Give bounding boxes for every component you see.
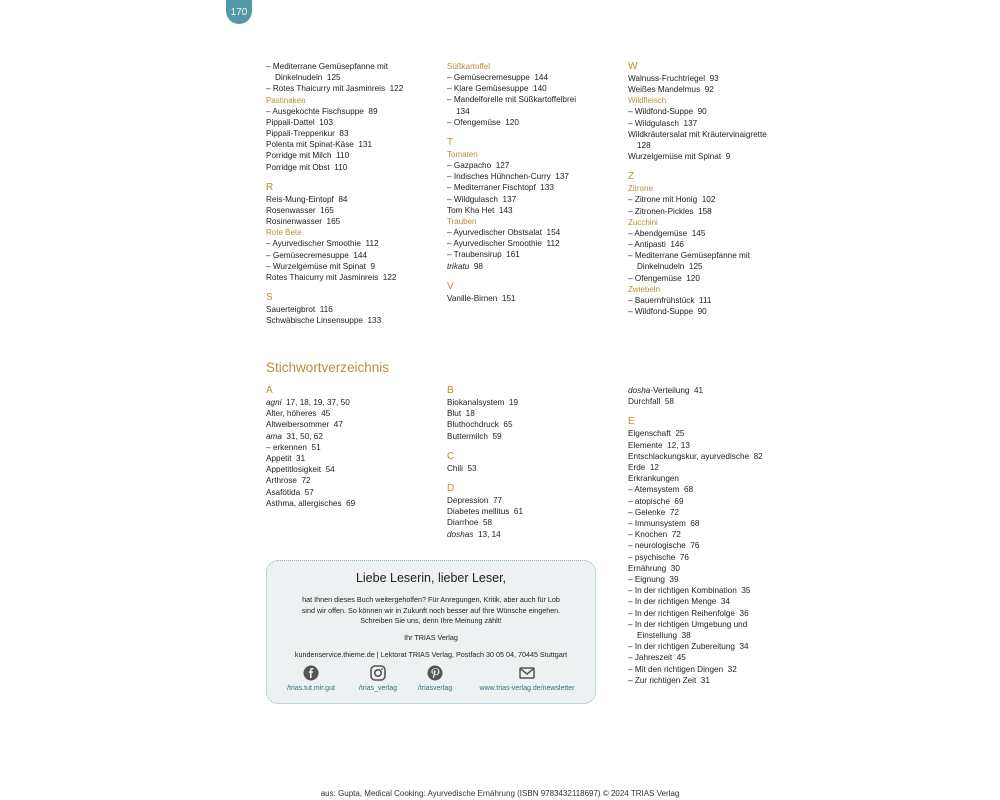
index-entry bbox=[447, 529, 625, 540]
instagram-link[interactable] bbox=[349, 665, 407, 692]
index-entry: Tom Kha Het 143 bbox=[447, 205, 513, 215]
index-entry: Appetit 31 bbox=[266, 454, 306, 464]
index-entry: Pippali-Dattel 103 bbox=[266, 117, 333, 127]
index-subentry: – Atemsystem 68 bbox=[628, 485, 694, 495]
index-entry bbox=[266, 431, 444, 442]
page-number-badge: 170 bbox=[226, 0, 252, 24]
index-subentry: – In der richtigen Menge 34 bbox=[628, 597, 730, 607]
index-entry: Chili 53 bbox=[447, 463, 477, 473]
index-term-italic: agni bbox=[266, 398, 282, 407]
index-subentry: – In der richtigen Kombination 35 bbox=[628, 586, 751, 596]
index-subentry: – Bauernfrühstück 111 bbox=[628, 295, 712, 305]
index-entry: Erde 12 bbox=[628, 463, 659, 473]
pinterest-label: /triasverlag bbox=[417, 685, 453, 692]
index-category: Süßkartoffel bbox=[447, 62, 490, 71]
social-links bbox=[267, 665, 595, 701]
reader-box-title: Liebe Leserin, lieber Leser, bbox=[355, 571, 507, 585]
index-entry: Porridge mit Milch 110 bbox=[266, 151, 350, 161]
index-subentry: – Abendgemüse 145 bbox=[628, 228, 706, 238]
stichwort-column-3 bbox=[628, 385, 806, 686]
index-entry-continuation: 134 bbox=[456, 106, 470, 116]
index-letter-heading: W bbox=[628, 61, 638, 72]
index-subentry: – Wurzelgemüse mit Spinat 9 bbox=[266, 261, 376, 271]
index-subentry: – Antipasti 146 bbox=[628, 240, 684, 250]
index-entry: Asafötida 57 bbox=[266, 487, 314, 497]
index-subentry: – erkennen 51 bbox=[266, 442, 321, 452]
facebook-label: /trias.tut.mir.gut bbox=[287, 685, 335, 692]
index-entry: Entschlackungskur, ayurvedische 82 bbox=[628, 451, 763, 461]
index-letter-heading: A bbox=[266, 385, 273, 396]
index-entry: Rosinenwasser 165 bbox=[266, 217, 341, 227]
index-entry: Wurzelgemüse mit Spinat 9 bbox=[628, 152, 731, 162]
pinterest-icon bbox=[427, 665, 443, 681]
index-entry: Eigenschaft 25 bbox=[628, 429, 685, 439]
index-letter-heading: Z bbox=[628, 171, 635, 183]
index-entry: Vanille-Birnen 151 bbox=[447, 293, 516, 303]
index-subentry: – Klare Gemüsesuppe 140 bbox=[447, 84, 547, 94]
index-entry: Diabetes mellitus 61 bbox=[447, 507, 523, 517]
index-category: Zwiebeln bbox=[628, 284, 661, 294]
index-letter-heading: T bbox=[447, 137, 454, 149]
index-entry: Appetitlosigkeit 54 bbox=[266, 465, 335, 475]
index-entry: Reis-Mung-Eintopf 84 bbox=[266, 194, 348, 204]
index-entry: Polenta mit Spinat-Käse 131 bbox=[266, 140, 373, 150]
index-category: Zucchini bbox=[628, 217, 658, 227]
index-pages: 17, 18, 19, 37, 50 bbox=[281, 398, 350, 407]
index-subentry: – Eignung 39 bbox=[628, 575, 679, 585]
index-column-3 bbox=[628, 61, 806, 317]
index-subentry: – Indisches Hühnchen-Curry 137 bbox=[447, 172, 569, 182]
index-entry: Biokanalsystem 19 bbox=[447, 398, 518, 407]
index-entry: Durchfall 58 bbox=[628, 397, 674, 407]
index-entry bbox=[628, 385, 806, 396]
index-subentry: – Gelenke 72 bbox=[628, 507, 679, 517]
index-category: Tomaten bbox=[447, 150, 478, 160]
index-subentry: – Gazpacho 127 bbox=[447, 161, 510, 171]
index-entry: Altweibersommer 47 bbox=[266, 420, 343, 430]
index-subentry: – Mit den richtigen Dingen 32 bbox=[628, 664, 737, 674]
index-entry: Depression 77 bbox=[447, 496, 503, 506]
index-entry: Rotes Thaicurry mit Jasminreis 122 bbox=[266, 273, 397, 283]
index-subentry: – Traubensirup 161 bbox=[447, 250, 520, 260]
mail-icon bbox=[519, 665, 535, 681]
index-entry: Wildkräutersalat mit Kräutervinaigrette bbox=[628, 129, 767, 139]
index-entry: Rosenwasser 165 bbox=[266, 206, 334, 216]
reader-box-line: Schreiben Sie uns, denn Ihre Meinung zählt! bbox=[360, 616, 502, 625]
index-category: Rote Bete bbox=[266, 228, 302, 238]
facebook-link[interactable] bbox=[279, 665, 343, 692]
facebook-icon bbox=[303, 665, 319, 681]
source-footer: aus: Gupta, Medical Cooking: Ayurvedische Ernährung (ISBN 9783432118697) © 2024 TRIAS Verlag bbox=[320, 789, 680, 798]
index-subentry: – Ofengemüse 120 bbox=[447, 117, 519, 127]
index-column-1 bbox=[266, 61, 444, 327]
index-subentry: – Gemüsecremesuppe 144 bbox=[266, 250, 368, 260]
index-subentry: – Wildfond-Suppe 90 bbox=[628, 107, 707, 117]
index-subentry: – Wildfond-Suppe 90 bbox=[628, 307, 707, 317]
index-entry: Weißes Mandelmus 92 bbox=[628, 85, 714, 95]
index-entry: Sauerteigbrot 116 bbox=[266, 305, 333, 315]
index-category: Zitrone bbox=[628, 184, 653, 194]
index-letter-heading: E bbox=[628, 416, 635, 428]
index-term-italic: ama bbox=[266, 431, 282, 441]
index-letter-heading: R bbox=[266, 181, 274, 193]
index-category: Trauben bbox=[447, 217, 477, 227]
index-subentry: – Jahreszeit 45 bbox=[628, 653, 686, 663]
reader-box-signature: Ihr TRIAS Verlag bbox=[404, 632, 458, 642]
index-entry-continuation: 128 bbox=[637, 141, 651, 151]
index-subentry: – Ayurvedischer Smoothie 112 bbox=[447, 239, 560, 249]
index-subentry: – Mandelforelle mit Süßkartoffelbrei bbox=[447, 95, 577, 105]
index-entry: Arthrose 72 bbox=[266, 476, 311, 486]
index-pages: 98 bbox=[469, 261, 483, 271]
index-subentry: – Zitrone mit Honig 102 bbox=[628, 195, 716, 205]
index-entry: Bluthochdruck 65 bbox=[447, 420, 513, 430]
index-category: Wildfleisch bbox=[628, 96, 667, 106]
index-entry: Diarrhoe 58 bbox=[447, 518, 493, 528]
reader-box-line: hat Ihnen dieses Buch weitergeholfen? Für Anregungen, Kritik, aber auch für Lob bbox=[302, 595, 560, 604]
instagram-icon bbox=[370, 665, 386, 681]
reader-feedback-box bbox=[266, 560, 596, 704]
index-subentry: – Rotes Thaicurry mit Jasminreis 122 bbox=[266, 84, 404, 94]
index-pages: -Verteilung 41 bbox=[650, 386, 704, 395]
index-term-italic: trikatu bbox=[447, 261, 470, 271]
index-subentry: – Zitronen-Pickles 158 bbox=[628, 206, 712, 216]
index-entry-continuation: Dinkelnudeln 125 bbox=[637, 262, 703, 272]
index-subentry: – Ofengemüse 120 bbox=[628, 273, 700, 283]
index-entry bbox=[447, 261, 625, 272]
index-entry-continuation: Einstellung 38 bbox=[637, 631, 691, 641]
index-subentry: – psychische 76 bbox=[628, 552, 689, 562]
index-entry: Schwäbische Linsensuppe 133 bbox=[266, 316, 382, 326]
index-column-2 bbox=[447, 61, 625, 304]
index-subentry: – Wildgulasch 137 bbox=[628, 118, 698, 128]
index-subentry: – Gemüsecremesuppe 144 bbox=[447, 73, 549, 82]
index-entry-continuation: Dinkelnudeln 125 bbox=[275, 73, 341, 83]
index-subentry: – atopische 69 bbox=[628, 496, 684, 506]
index-entry: Buttermilch 59 bbox=[447, 431, 502, 441]
index-subentry: – Ayurvedischer Obstsalat 154 bbox=[447, 228, 561, 238]
index-category: Pastinaken bbox=[266, 95, 306, 105]
index-term-italic: dosha bbox=[628, 386, 651, 395]
index-subentry: – In der richtigen Zubereitung 34 bbox=[628, 642, 749, 652]
index-entry: Blut 18 bbox=[447, 409, 475, 419]
index-entry bbox=[266, 397, 444, 408]
index-letter-heading: V bbox=[447, 280, 454, 292]
newsletter-link[interactable] bbox=[467, 665, 587, 692]
index-entry: Elemente 12, 13 bbox=[628, 440, 690, 450]
index-entry: Asthma, allergisches 69 bbox=[266, 498, 356, 508]
index-entry: Erkrankungen bbox=[628, 474, 679, 484]
index-subentry: – Mediterraner Fischtopf 133 bbox=[447, 183, 554, 193]
index-entry: Porridge mit Obst 110 bbox=[266, 162, 348, 172]
reader-box-body bbox=[267, 595, 595, 627]
index-entry: Alter, höheres 45 bbox=[266, 409, 331, 419]
pinterest-link[interactable] bbox=[409, 665, 461, 692]
index-letter-heading: B bbox=[447, 385, 454, 396]
index-letter-heading: S bbox=[266, 292, 273, 304]
reader-box-line: sind wir offen. So können wir in Zukunft noch besser auf Ihre Wünsche eingehen. bbox=[301, 605, 561, 615]
index-subentry: – In der richtigen Umgebung und bbox=[628, 619, 748, 629]
index-term-italic: doshas bbox=[447, 529, 474, 539]
index-subentry: – Mediterrane Gemüsepfanne mit bbox=[628, 251, 750, 261]
index-entry: Ernährung 30 bbox=[628, 563, 680, 573]
index-subentry: – Ausgekochte Fischsuppe 89 bbox=[266, 106, 378, 116]
stichwort-title: Stichwortverzeichnis bbox=[266, 360, 390, 375]
instagram-label: /trias_verlag bbox=[358, 685, 398, 692]
index-subentry: – Immunsystem 68 bbox=[628, 519, 700, 529]
index-pages: 13, 14 bbox=[473, 529, 501, 539]
reader-box-address: kundenservice.thieme.de | Lektorat TRIAS Verlag, Postfach 30 05 04, 70445 Stuttgart bbox=[294, 649, 568, 659]
index-subentry: – Ayurvedischer Smoothie 112 bbox=[266, 239, 379, 249]
index-subentry: – Mediterrane Gemüsepfanne mit bbox=[266, 62, 388, 71]
index-entry: Walnuss-Fruchtriegel 93 bbox=[628, 74, 719, 83]
index-entry: Pippali-Treppenkur 83 bbox=[266, 129, 349, 139]
index-subentry: – neurologische 76 bbox=[628, 541, 700, 551]
newsletter-label: www.trias-verlag.de/newsletter bbox=[479, 685, 575, 692]
index-pages: 31, 50, 62 bbox=[281, 431, 323, 441]
index-subentry: – Zur richtigen Zeit 31 bbox=[628, 675, 710, 685]
index-subentry: – Knochen 72 bbox=[628, 530, 681, 540]
stichwort-column-2 bbox=[447, 385, 625, 540]
index-letter-heading: C bbox=[447, 450, 455, 462]
index-subentry: – Wildgulasch 137 bbox=[447, 194, 517, 204]
index-subentry: – In der richtigen Reihenfolge 36 bbox=[628, 608, 749, 618]
index-letter-heading: D bbox=[447, 483, 455, 495]
stichwort-column-1 bbox=[266, 385, 444, 509]
